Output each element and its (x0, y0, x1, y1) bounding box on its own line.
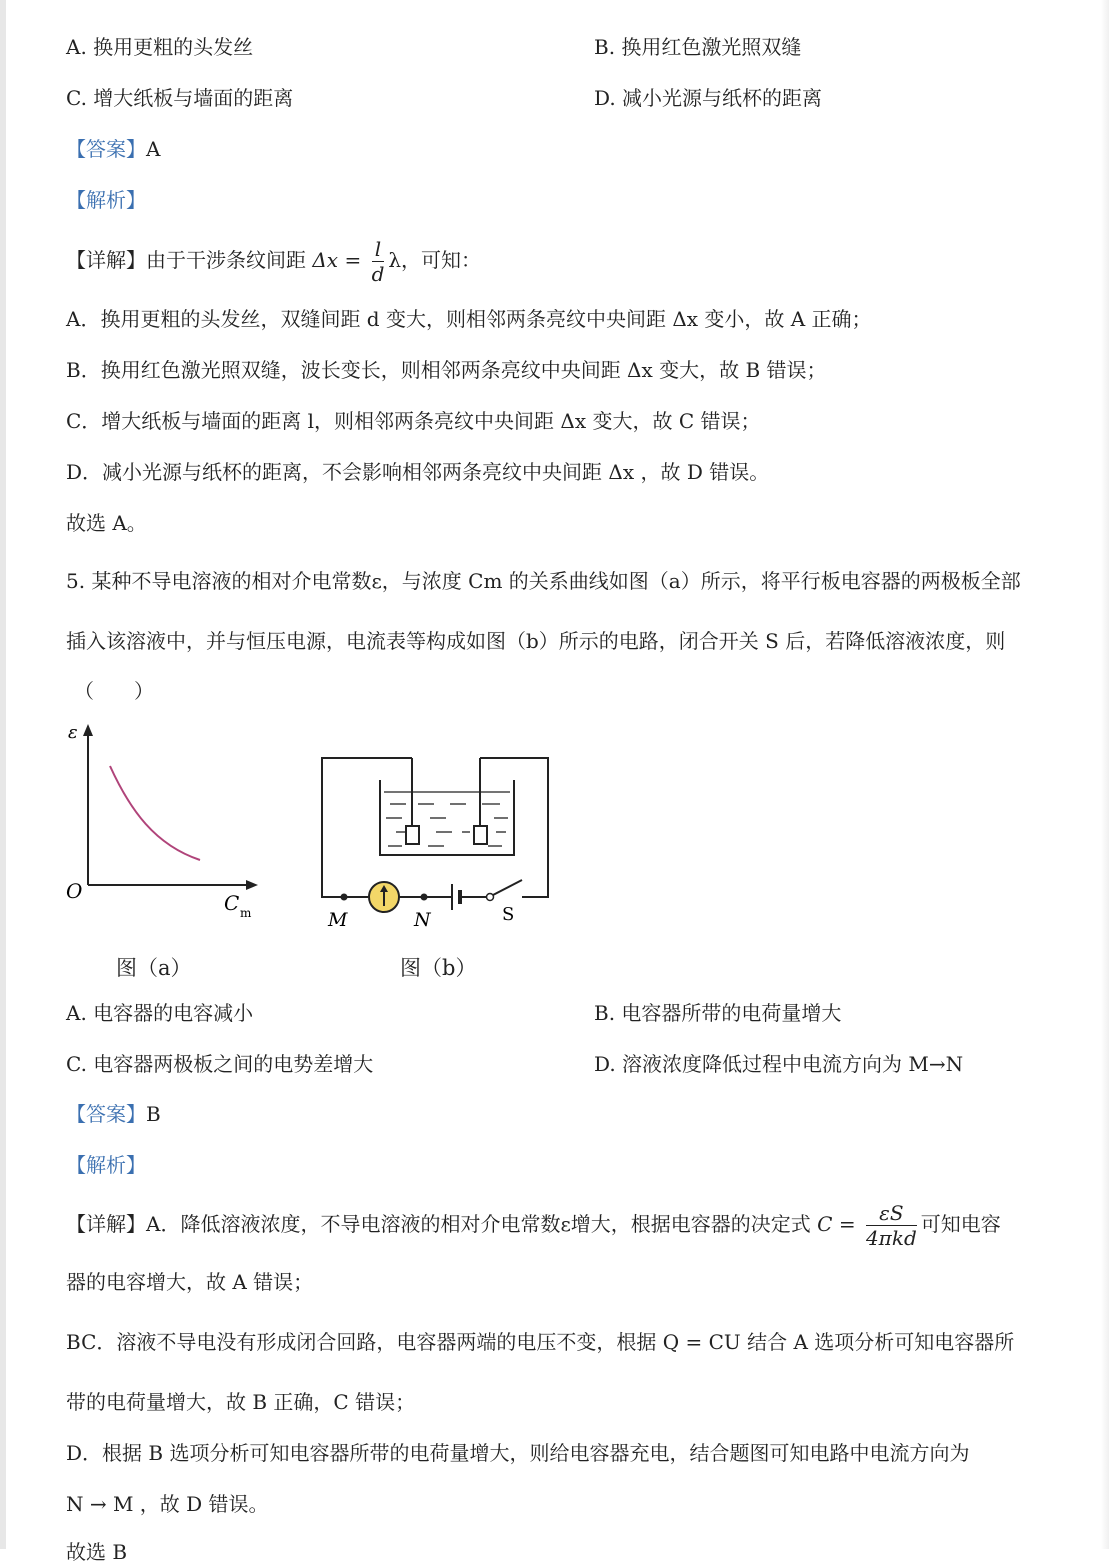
q5-option-d: D. 溶液浓度降低过程中电流方向为 M→N (594, 1052, 964, 1076)
solution-lines (384, 792, 510, 846)
switch-blade (493, 880, 522, 895)
detail-tag: 【详解】 (66, 248, 146, 272)
q5-answer (66, 1100, 161, 1128)
y-axis-arrow (83, 724, 93, 736)
q4-option-c: C. 增大纸板与墙面的距离 (66, 86, 294, 110)
q5-detail-d: D．根据 B 选项分析可知电容器所带的电荷量增大，则给电容器充电，结合题图可知电路中电流方向为 (66, 1441, 970, 1465)
node-n (421, 894, 428, 901)
q5-option-a: A. 电容器的电容减小 (66, 1001, 254, 1025)
figure-b-caption: 图（b） (400, 956, 477, 980)
label-s: S (502, 904, 515, 925)
label-m: M (328, 909, 348, 931)
figure-a-graph (60, 720, 270, 930)
formula-tail: λ，可知： (388, 248, 482, 272)
q4-option-d: D. 减小光源与纸杯的距离 (594, 86, 823, 110)
answer-tag: 【答案】 (66, 1102, 146, 1126)
x-axis-subscript: m (240, 906, 252, 920)
q4-option-b: B. 换用红色激光照双缝 (594, 35, 802, 59)
formula-fraction (372, 237, 385, 286)
formula-c-denominator: 4πkd (865, 1226, 917, 1250)
capacitor-plate-right (474, 826, 487, 844)
q5-option-b: B. 电容器所带的电荷量增大 (594, 1001, 842, 1025)
answer-tag: 【答案】 (66, 137, 146, 161)
q4-detail-b: B．换用红色激光照双缝，波长变长，则相邻两条亮纹中央间距 Δx 变大，故 B 错误； (66, 358, 827, 382)
q4-detail-c: C．增大纸板与墙面的距离 l，则相邻两条亮纹中央间距 Δx 变大，故 C 错误； (66, 409, 761, 433)
q4-detail-a: A．换用更粗的头发丝，双缝间距 d 变大，则相邻两条亮纹中央间距 Δx 变小，故 A 正确； (66, 307, 872, 331)
q4-analysis-tag: 【解析】 (66, 188, 146, 212)
formula-c-fraction (866, 1201, 917, 1250)
q5-stem-line1: 5. 某种不导电溶液的相对介电常数ε，与浓度 Cm 的关系曲线如图（a）所示，将平行板电容器的两极板全部 (66, 569, 1021, 593)
x-axis-label: C (224, 891, 240, 915)
page-edge (0, 0, 6, 1549)
origin-label: O (66, 879, 83, 903)
figure-b-circuit (310, 750, 570, 940)
q4-answer (66, 135, 160, 163)
y-axis-label: ε (68, 722, 78, 743)
detail-tag: 【详解】 (66, 1212, 146, 1236)
node-m (341, 894, 348, 901)
q5-detail-a2: 器的电容增大，故 A 错误； (66, 1270, 314, 1294)
formula-numerator: l (372, 237, 385, 262)
detail-a-text: A．降低溶液浓度，不导电溶液的相对介电常数ε增大，根据电容器的决定式 (146, 1212, 811, 1236)
answer-value: A (146, 137, 161, 161)
page-edge-shadow (1101, 0, 1109, 1549)
q5-detail-bc: BC．溶液不导电没有形成闭合回路，电容器两端的电压不变，根据 Q = CU 结合 A 选项分析可知电容器所 (66, 1330, 1015, 1354)
q5-conclusion: 故选 B (66, 1540, 128, 1564)
formula-lhs: Δx = (312, 248, 362, 272)
detail-intro-text: 由于干涉条纹间距 (146, 248, 306, 272)
detail-a-tail: 可知电容 (920, 1212, 1001, 1236)
switch-pivot (487, 894, 494, 901)
q5-blank: （ ） (74, 679, 154, 703)
capacitor-plate-left (406, 826, 419, 844)
q4-detail-intro (66, 232, 481, 288)
q5-stem-line2: 插入该溶液中，并与恒压电源，电流表等构成如图（b）所示的电路，闭合开关 S 后，若降低溶液浓度，则 (66, 629, 1006, 653)
q5-option-c: C. 电容器两极板之间的电势差增大 (66, 1052, 374, 1076)
formula-c-lhs: C = (817, 1212, 856, 1236)
q4-conclusion: 故选 A。 (66, 511, 147, 535)
q5-detail-d2: N → M ，故 D 错误。 (66, 1492, 269, 1516)
q4-detail-d: D．减小光源与纸杯的距离，不会影响相邻两条亮纹中央间距 Δx ，故 D 错误。 (66, 460, 770, 484)
label-n: N (414, 909, 431, 931)
answer-value: B (146, 1102, 161, 1126)
formula-denominator: d (371, 262, 385, 286)
q5-detail-a (66, 1196, 1001, 1252)
q5-analysis-tag: 【解析】 (66, 1153, 146, 1177)
q4-option-a: A. 换用更粗的头发丝 (66, 35, 254, 59)
figure-a-caption: 图（a） (116, 956, 192, 980)
epsilon-curve (110, 766, 200, 860)
wire-left (322, 758, 412, 897)
q5-detail-bc2: 带的电荷量增大，故 B 正确，C 错误； (66, 1390, 416, 1414)
formula-c-numerator: εS (866, 1201, 917, 1226)
x-axis-arrow (246, 880, 258, 890)
